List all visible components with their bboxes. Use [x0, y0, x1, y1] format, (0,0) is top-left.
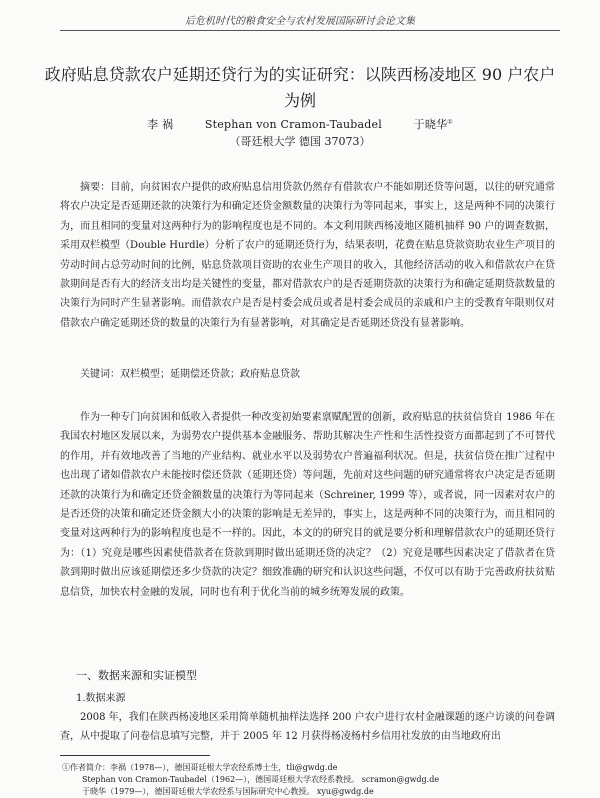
header-rule: [60, 30, 560, 31]
section-heading: 一、数据来源和实证模型: [76, 669, 197, 682]
keywords: [60, 365, 555, 380]
author-2: Stephan von Cramon-Taubadel: [204, 118, 382, 131]
footnote-2: Stephan von Cramon-Taubadel（1962—），德国哥廷根大学农经系教授。 scramon@gwdg.de: [82, 775, 440, 784]
affiliation: （哥廷根大学 德国 37073）: [229, 135, 371, 148]
intro-paragraph: 作为一种专门向贫困和低收入者提供一种改变初始要素禀赋配置的创新，政府贴息的扶贫信贷自 1986 年在我国农村地区发展以来，为弱势农户提供基本金融服务、帮助其解决生产性和生活性投资方面都起到了不可替代的作用，并有效地改善了当地的产业结构、就业水平以及弱势农户普遍福利状况。但是，扶贫信贷在推广过程中也出现了诸如借款农户未能按时偿还贷款（延期还贷）等问题，先前对这些问题的研究通常将农户决定是否延期还款的决策行为和确定还贷金额数量的决策行为等同起来（Schreiner, 1999 等），或者说，同一因素对农户的是否还贷的决策和确定还贷金额大小的决策的影响是无差异的，事实上，这是两种不同的决策行为，而且相同的变量对这两种行为的影响程度也是不一样的。因此，本文的的研究目的就是要分析和理解借款农户的延期还贷行为：（1）究竟是哪些因素使借款者在贷款到期时做出延期还贷的决定？（2）究竟是哪些因素决定了借款者在贷款到期时做出应该延期偿还多少贷款的决定？细致准确的研究和认识这些问题，不仅可以有助于完善政府扶贫贴息信贷，加快农村金融的发展，同时也有利于优化当前的城乡统筹发展的政策。: [60, 412, 555, 598]
footnote-rule: [60, 755, 210, 756]
keywords-label: 关键词：: [80, 369, 120, 380]
abstract: [60, 178, 555, 333]
footnotes: [62, 762, 562, 798]
abstract-text: 目前，向贫困农户提供的政府贴息信用贷款仍然存有借款农户不能如期还贷等问题，以往的研究通常将农户决定是否延期还款的决策行为和确定还贷金额数量的决策行为等同起来，事实上，这是两种不同的决策行为，而且相同的变量对这两种行为的影响程度也是不同的。本文利用陕西杨凌地区随机抽样 90 户的调查数据，采用双栏模型（Double Hurdle）分析了农户的延期还贷行为，结果表明，花费在贴息贷款资助农业生产项目的劳动时间占总劳动时间的比例，贴息贷款项目资助的农业生产项目的收入，其他经济活动的收入和借款农户在贷款期间是否有大的经济支出均是关键性的变量，都对借款农户的是否延期贷款的决策行为和确定延期贷款数量的决策行为同时产生显著影响。而借款农户是否是村委会成员或者是村委会成员的亲戚和户主的受教育年限则仅对借款农户确定延期还贷的数量的决策行为有显著影响，对其确定是否延期还贷没有显著影响。: [60, 182, 556, 329]
running-header: 后危机时代的粮食安全与农村发展国际研讨会论文集: [185, 16, 415, 27]
abstract-label: 摘要：: [80, 182, 111, 193]
author-footnote-mark: ①: [447, 118, 453, 126]
data-source-paragraph: 2008 年，我们在陕西杨凌地区采用简单随机抽样法选择 200 户农户进行农村金融课题的逐户访谈的问卷调查，从中提取了问卷信息填写完整，并于 2005 年 12 月获得杨凌杨村乡信用社发放的由当地政府出: [60, 712, 555, 743]
footnote-3: 于晓华（1979—），德国哥廷根大学农经系与国际研究中心教授。 xyu@gwdg.de: [82, 787, 374, 796]
author-line: [60, 116, 540, 132]
author-3: 于晓华①: [413, 118, 453, 131]
footnote-1: ①作者简介：李祸（1978—），德国哥廷根大学农经系博士生，tli@gwdg.de: [62, 763, 338, 772]
keywords-text: 双栏模型；延期偿还贷款；政府贴息贷款: [120, 369, 300, 380]
paper-title: 政府贴息贷款农户延期还贷行为的实证研究：以陕西杨凌地区 90 户农户为例: [44, 65, 556, 110]
author-1: 李 祸: [147, 118, 174, 131]
subsection-heading: 1.数据来源: [76, 693, 126, 704]
